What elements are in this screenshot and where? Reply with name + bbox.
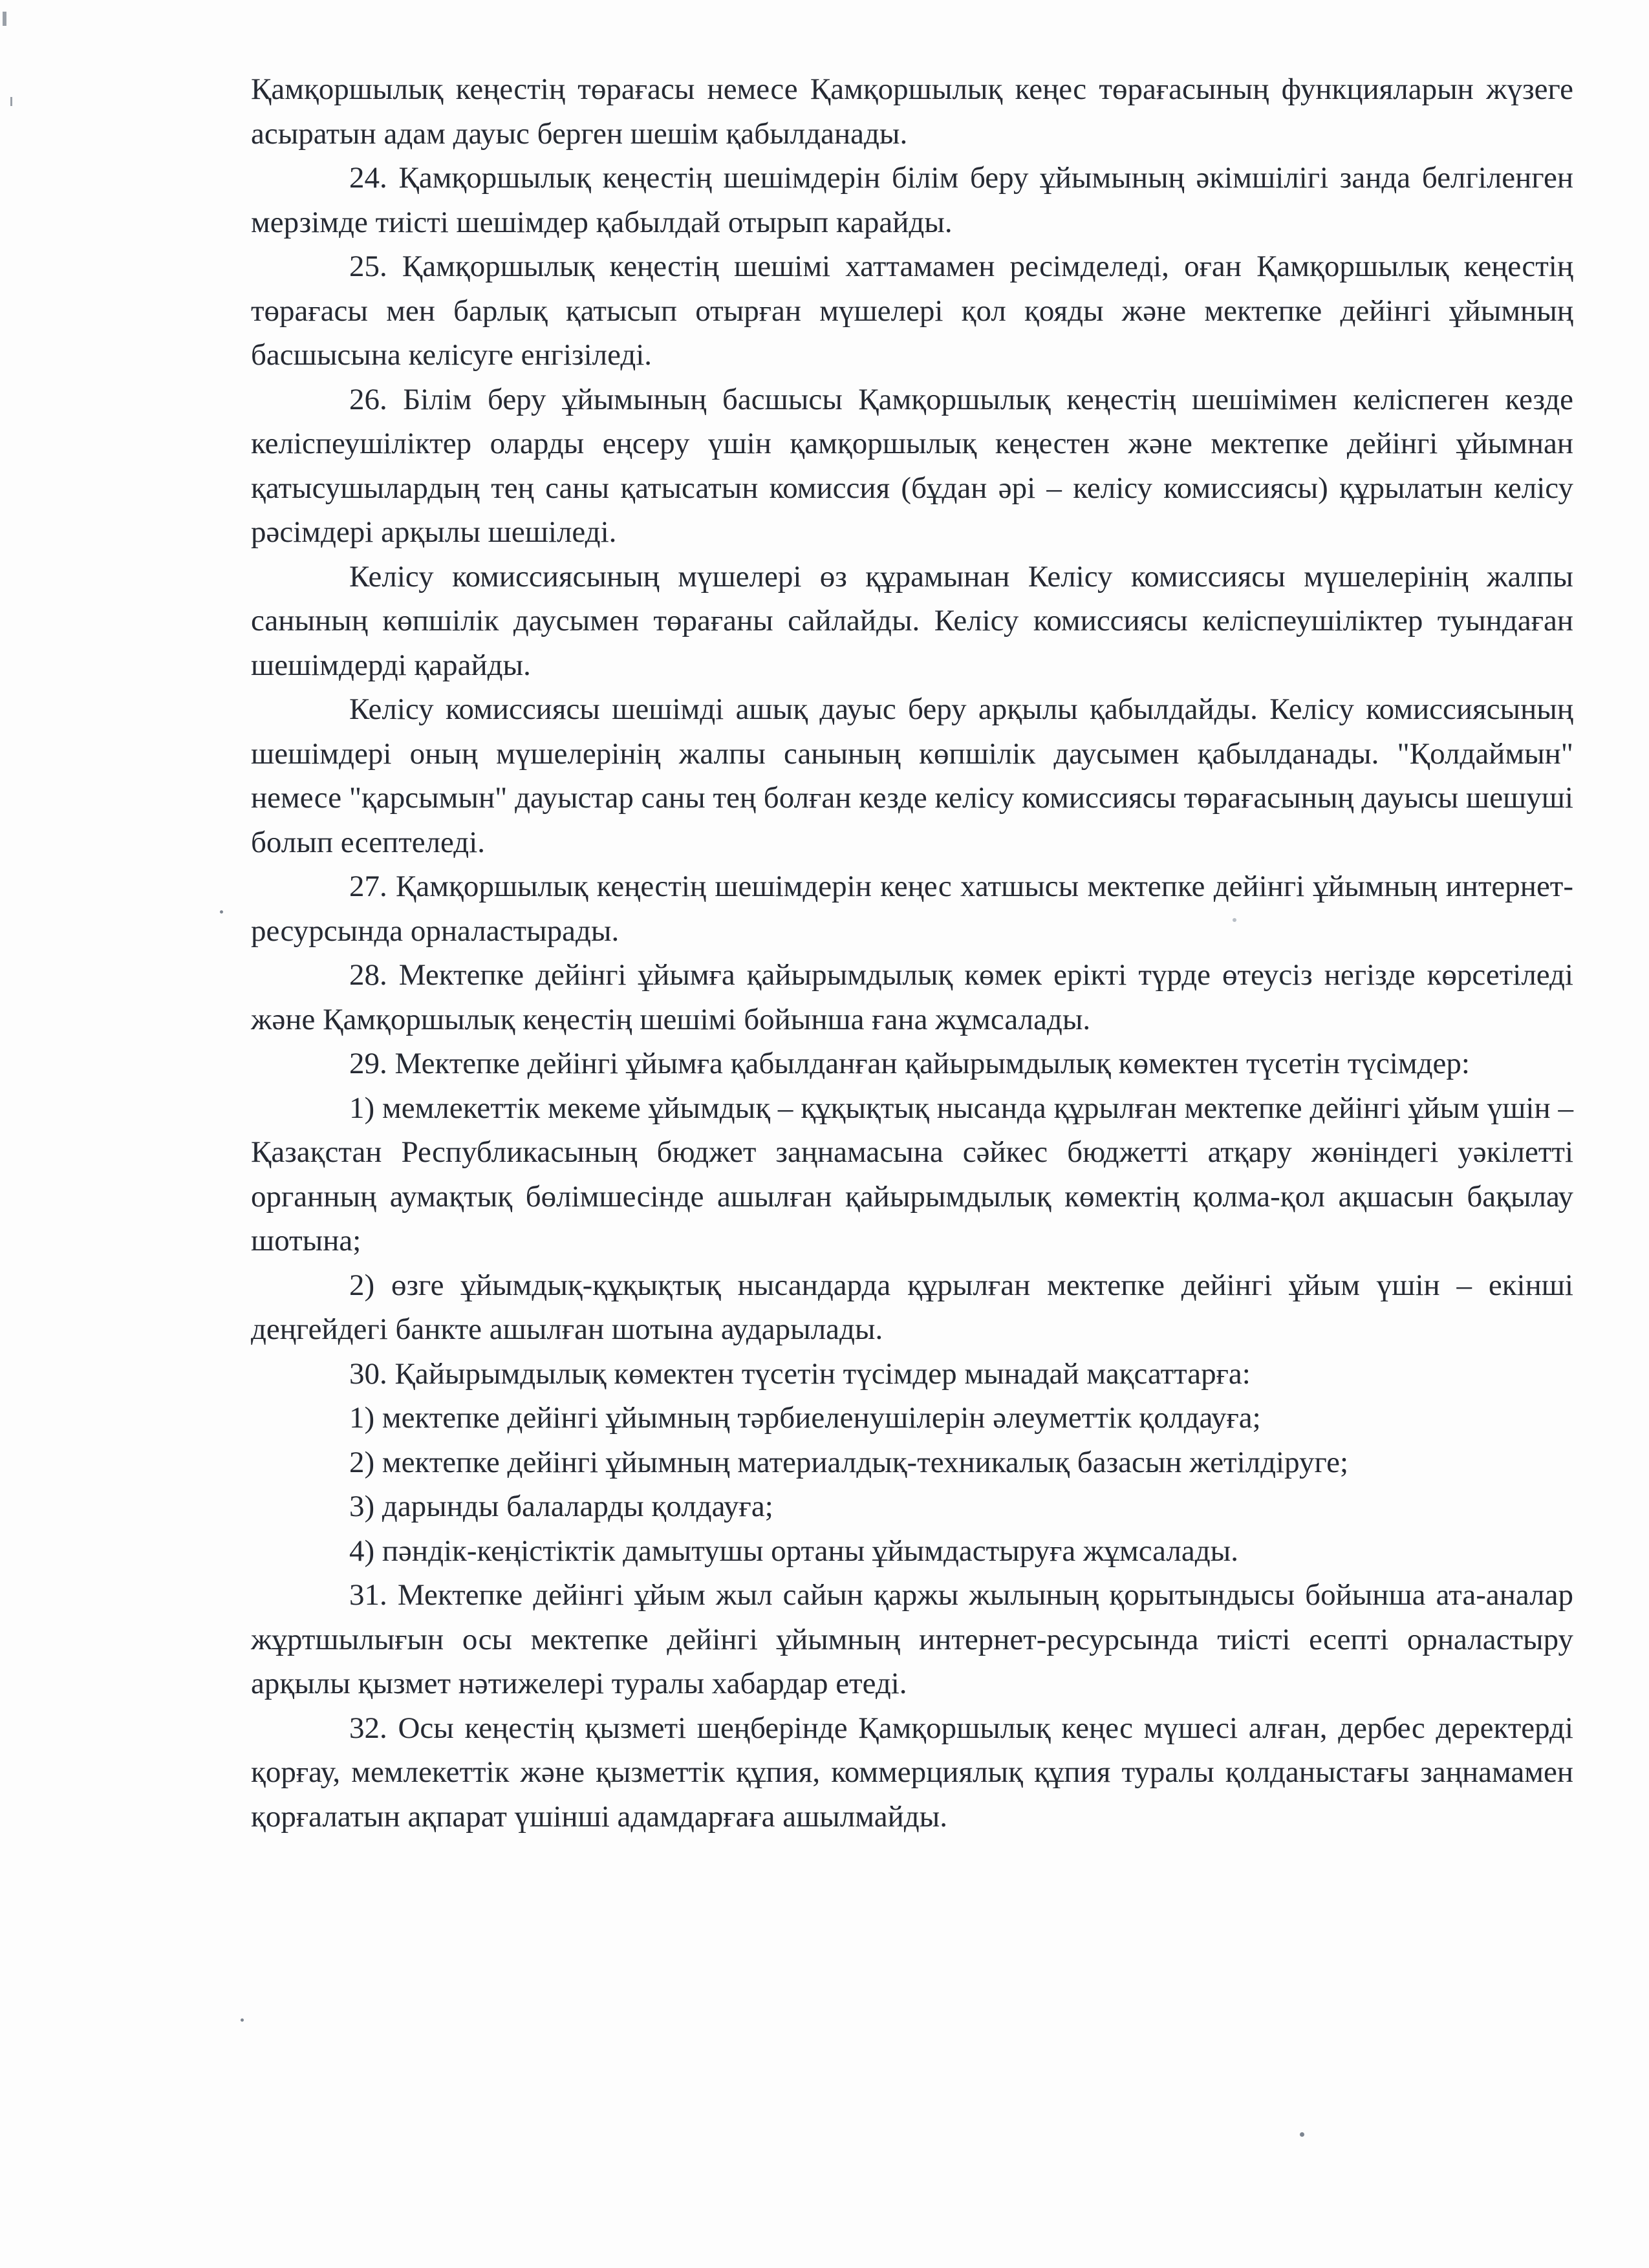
document-body — [251, 67, 1573, 1839]
paragraph-30-item-1: 1) мектепке дейінгі ұйымның тәрбиеленушілерін әлеуметтік қолдауға; — [349, 1401, 1261, 1435]
paragraph-26: 26. Білім беру ұйымының басшысы Қамқоршылық кеңестің шешімімен келіспеген кезде келіспеушіліктер оларды еңсеру үшін қамқоршылық кеңестен және мектепке дейінгі ұйымнан қатысушылардың тең саны қатысатын комиссия (бұдан әрі – келісу комиссиясы) құрылатын келісу рәсімдері арқылы шешіледі. — [251, 382, 1573, 549]
scan-speck — [1233, 918, 1236, 922]
paragraph-31: 31. Мектепке дейінгі ұйым жыл сайын қаржы жылының қорытындысы бойынша ата-аналар жұртшылығын осы мектепке дейінгі ұйымның интернет-ресурсында тиісті есепті орналастыру арқылы қызмет нәтижелері туралы хабардар етеді. — [251, 1578, 1573, 1700]
paragraph-continuation: Қамқоршылық кеңестің төрағасы немесе Қамқоршылық кеңес төрағасының функцияларын жүзеге асыратын адам дауыс берген шешім қабылданады. — [251, 72, 1573, 151]
scan-edge-mark-top — [3, 12, 6, 26]
paragraph-29-item-1: 1) мемлекеттік мекеме ұйымдық – құқықтық нысанда құрылған мектепке дейінгі ұйым үшін – Қазақстан Республикасының бюджет заңнамасына сәйкес бюджетті атқару жөніндегі уәкілетті органның аумақтық бөлімшесінде ашылған қайырымдылық көмектің қолма-қол ақшасын бақылау шотына; — [251, 1091, 1573, 1257]
paragraph-30-item-3: 3) дарынды балаларды қолдауға; — [349, 1490, 773, 1523]
paragraph-24: 24. Қамқоршылық кеңестің шешімдерін білім беру ұйымының әкімшілігі занда белгіленген мерзімде тиісті шешімдер қабылдай отырып карайды. — [251, 161, 1573, 239]
paragraph-28: 28. Мектепке дейінгі ұйымға қайырымдылық көмек ерікті түрде өтеусіз негізде көрсетіледі және Қамқоршылық кеңестің шешімі бойынша ғана жұмсалады. — [251, 958, 1573, 1036]
paragraph-32: 32. Осы кеңестің қызметі шеңберінде Қамқоршылық кеңес мүшесі алған, дербес деректерді қорғау, мемлекеттік және қызметтік құпия, коммерциялық құпия туралы қолданыстағы заңнамамен қорғалатын ақпарат үшінші адамдарғаға ашылмайды. — [251, 1711, 1573, 1834]
paragraph-25: 25. Қамқоршылық кеңестің шешімі хаттамамен ресімделеді, оған Қамқоршылық кеңестің төрағасы мен барлық қатысып отырған мүшелері қол қояды және мектепке дейінгі ұйымның басшысына келісуге енгізіледі. — [251, 250, 1573, 372]
scan-speck — [1300, 2132, 1304, 2137]
paragraph-26-commission-chair: Келісу комиссиясының мүшелері өз құрамынан Келісу комиссиясы мүшелерінің жалпы санының көпшілік даусымен төрағаны сайлайды. Келісу комиссиясы келіспеушіліктер туындаған шешімдерді қарайды. — [251, 559, 1573, 682]
scan-speck — [241, 2018, 244, 2022]
paragraph-30: 30. Қайырымдылық көмектен түсетін түсімдер мынадай мақсаттарға: — [349, 1356, 1251, 1391]
paragraph-29-item-2: 2) өзге ұйымдық-құқықтық нысандарда құрылған мектепке дейінгі ұйым үшін – екінші деңгейдегі банкте ашылған шотына аударылады. — [251, 1268, 1573, 1346]
paragraph-30-item-4: 4) пәндік-кеңістіктік дамытушы ортаны ұйымдастыруға жұмсалады. — [349, 1534, 1238, 1568]
scan-speck — [220, 910, 223, 914]
scan-edge-mark-left — [10, 97, 12, 106]
paragraph-26-commission-vote: Келісу комиссиясы шешімді ашық дауыс беру арқылы қабылдайды. Келісу комиссиясының шешімдері оның мүшелерінің жалпы санының көпшілік даусымен қабылданады. "Қолдаймын" немесе "қарсымын" дауыстар саны тең болған кезде келісу комиссиясы төрағасының дауысы шешуші болып есептеледі. — [251, 692, 1573, 859]
paragraph-27: 27. Қамқоршылық кеңестің шешімдерін кеңес хатшысы мектепке дейінгі ұйымның интернет-ресурсында орналастырады. — [251, 870, 1573, 948]
paragraph-30-item-2: 2) мектепке дейінгі ұйымның материалдық-техникалық базасын жетілдіруге; — [349, 1445, 1349, 1479]
paragraph-29: 29. Мектепке дейінгі ұйымға қабылданған қайырымдылық көмектен түсетін түсімдер: — [349, 1047, 1470, 1080]
